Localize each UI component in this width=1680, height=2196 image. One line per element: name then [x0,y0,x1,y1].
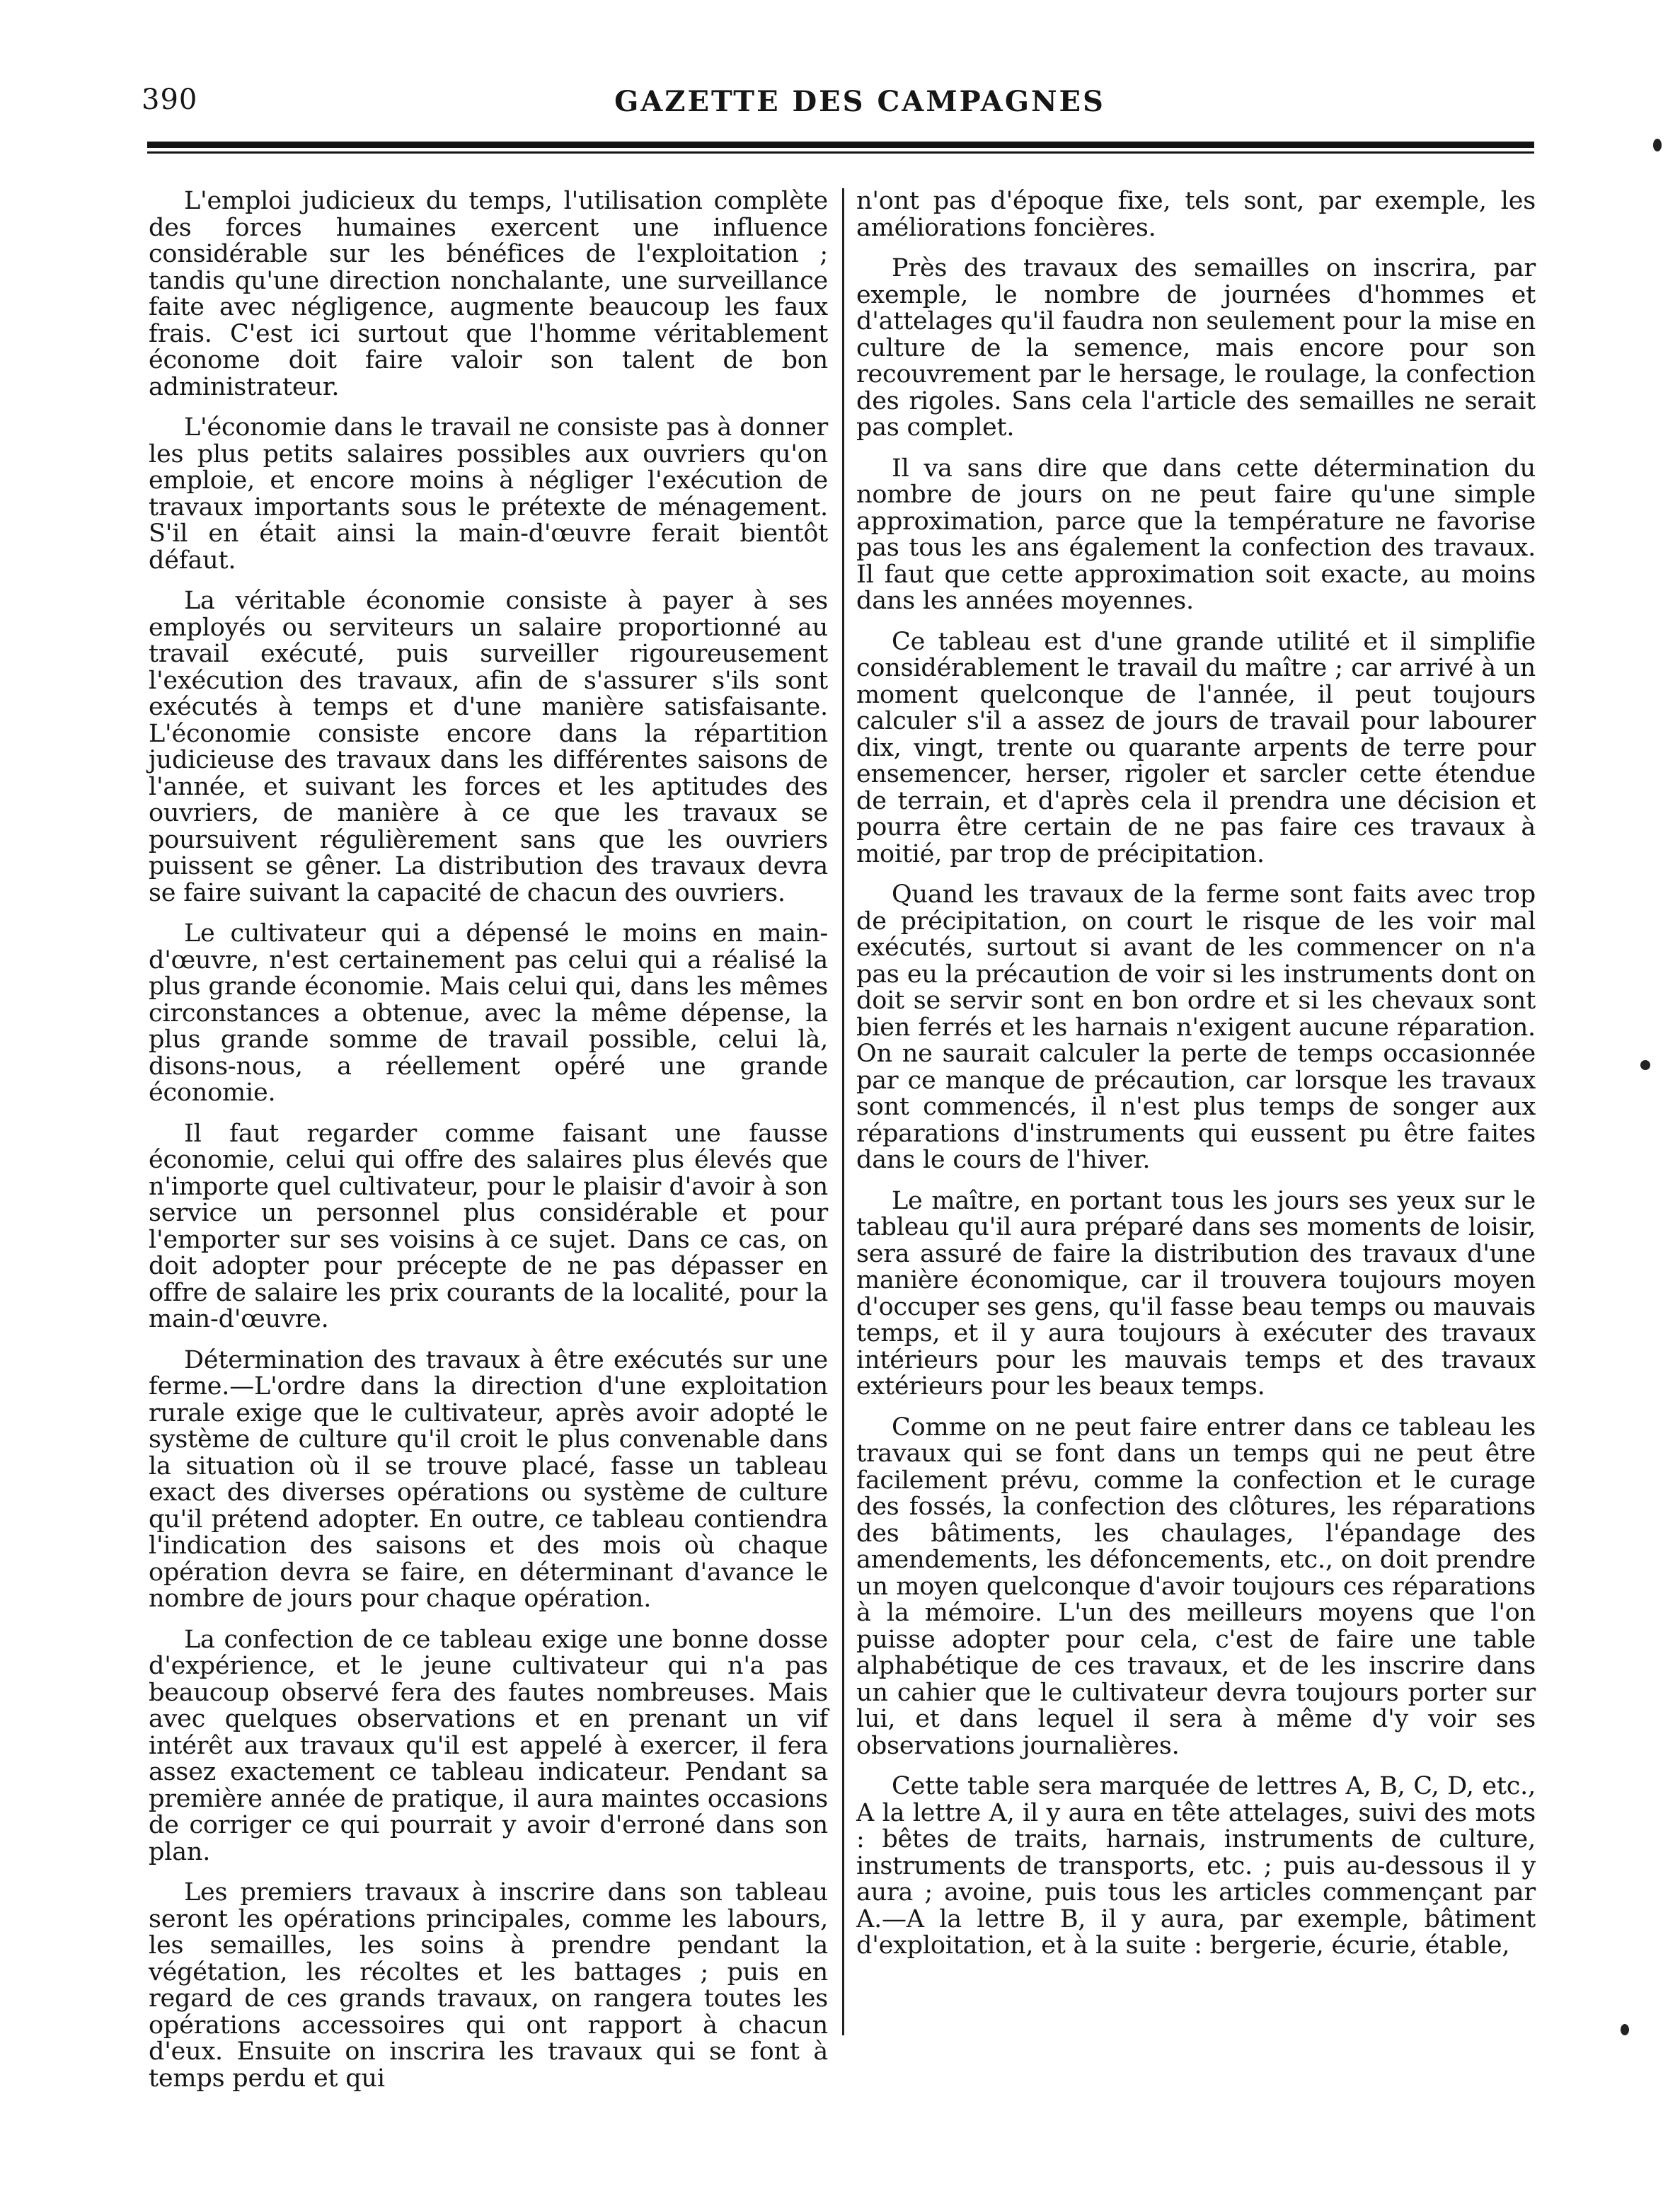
left-paragraph: La véritable économie consiste à payer à ses employés ou serviteurs un salaire proportionné au travail exécuté, puis surveiller rigoureusement l'exécution des travaux, afin de s'assurer s'ils sont exécutés à temps et d'une manière satisfaisante. L'économie consiste encore dans la répartition judicieuse des travaux dans les différentes saisons de l'année, et suivant les forces et les aptitudes des ouvriers, de manière à ce que les travaux se poursuivent régulièrement sans que les ouvriers puissent se gêner. La distribution des travaux devra se faire suivant la capacité de chacun des ouvriers. [149,587,828,907]
left-paragraph: Le cultivateur qui a dépensé le moins en main-d'œuvre, n'est certainement pas celui qui a réalisé la plus grande économie. Mais celui qui, dans les mêmes circonstances a obtenue, avec la même dépense, la plus grande somme de travail possible, celui là, disons-nous, a réellement opéré une grande économie. [149,919,828,1107]
left-column [149,188,828,2106]
header-rule-thick [147,142,1534,148]
page-header [142,84,1536,133]
left-paragraph: L'emploi judicieux du temps, l'utilisation complète des forces humaines exercent une influence considérable sur les bénéfices de l'exploitation ; tandis qu'une direction nonchalante, une surveillance faite avec négligence, augmente beaucoup les faux frais. C'est ici surtout que l'homme véritablement économe doit faire valoir son talent de bon administrateur. [149,187,828,401]
left-paragraph: La confection de ce tableau exige une bonne dosse d'expérience, et le jeune cultivateur qui n'a pas beaucoup observé fera des fautes nombreuses. Mais avec quelques observations et en prenant un vif intérêt aux travaux qu'il est appelé à exercer, il fera assez exactement ce tableau indicateur. Pendant sa première année de pratique, il aura maintes occasions de corriger ce qui pourrait y avoir d'erroné dans son plan. [149,1625,828,1866]
left-paragraph: Il faut regarder comme faisant une fausse économie, celui qui offre des salaires plus élevés que n'importe quel cultivateur, pour le plaisir d'avoir à son service un personnel plus considérable et pour l'emporter sur ses voisins à ce sujet. Dans ce cas, on doit adopter pour précepte de ne pas dépasser en offre de salaire les prix courants de la localité, pour la main-d'œuvre. [149,1119,828,1333]
right-paragraph: Près des travaux des semailles on inscrira, par exemple, le nombre de journées d'hommes et d'attelages qu'il faudra non seulement pour la mise en culture de la semence, mais encore pour son recouvrement par le hersage, le roulage, la confection des rigoles. Sans cela l'article des semailles ne serait pas complet. [856,254,1536,442]
right-paragraph: Il va sans dire que dans cette détermination du nombre de jours on ne peut faire qu'une simple approximation, parce que la température ne favorise pas tous les ans également la confection des travaux. Il faut que cette approximation soit exacte, au moins dans les années moyennes. [856,454,1536,615]
column-divider [842,188,844,2035]
ink-speck [1640,1060,1650,1070]
running-title: GAZETTE DES CAMPAGNES [614,85,1105,118]
header-rule-thin [147,151,1534,154]
right-paragraph: Cette table sera marquée de lettres A, B, C, D, etc., A la lettre A, il y aura en tête attelages, suivi des mots : bêtes de traits, harnais, instruments de culture, instruments de transports, etc. ; puis au-dessous il y aura ; avoine, puis tous les articles commençant par A.—A la lettre B, il y aura, par exemple, bâtiment d'exploitation, et à la suite : bergerie, écurie, étable, [856,1772,1536,1960]
right-column [856,188,1536,1974]
right-paragraph: Comme on ne peut faire entrer dans ce tableau les travaux qui se font dans un temps qui ne peut être facilement prévu, comme la confection et le curage des fossés, la confection des clôtures, les réparations des bâtiments, les chaulages, l'épandage des amendements, les défoncements, etc., on doit prendre un moyen quelconque d'avoir toujours ces réparations à la mémoire. L'un des meilleurs moyens que l'on puisse adopter pour cela, c'est de faire une table alphabétique de ces travaux, et de les inscrire dans un cahier que le cultivateur devra toujours porter sur lui, et dans lequel il sera à même d'y voir ses observations journalières. [856,1413,1536,1760]
left-paragraph: L'économie dans le travail ne consiste pas à donner les plus petits salaires possibles aux ouvriers qu'on emploie, et encore moins à négliger l'exécution de travaux importants sous le prétexte de ménagement. S'il en était ainsi la main-d'œuvre ferait bientôt défaut. [149,413,828,575]
right-paragraph: n'ont pas d'époque fixe, tels sont, par exemple, les améliorations foncières. [856,187,1536,242]
left-paragraph: Détermination des travaux à être exécutés sur une ferme.—L'ordre dans la direction d'une exploitation rurale exige que le cultivateur, après avoir adopté le système de culture qu'il croit le plus convenable dans la situation où il se trouve placé, fasse un tableau exact des diverses opérations ou système de culture qu'il prétend adopter. En outre, ce tableau contiendra l'indication des saisons et des mois où chaque opération devra se faire, en déterminant d'avance le nombre de jours pour chaque opération. [149,1345,828,1613]
left-paragraph: Les premiers travaux à inscrire dans son tableau seront les opérations principales, comme les labours, les semailles, les soins à prendre pendant la végétation, les récoltes et les battages ; puis en regard de ces grands travaux, on rangera toutes les opérations accessoires qui ont rapport à chacun d'eux. Ensuite on inscrira les travaux qui se font à temps perdu et qui [149,1878,828,2093]
right-paragraph: Ce tableau est d'une grande utilité et il simplifie considérablement le travail du maître ; car arrivé à un moment quelconque de l'année, il peut toujours calculer s'il a assez de jours de travail pour labourer dix, vingt, trente ou quarante arpents de terre pour ensemencer, herser, rigoler et sarcler cette étendue de terrain, et d'après cela il prendra une décision et pourra être certain de ne pas faire ces travaux à moitié, par trop de précipitation. [856,627,1536,868]
page-number: 390 [142,84,198,116]
ink-speck [1653,139,1662,151]
right-paragraph: Quand les travaux de la ferme sont faits avec trop de précipitation, on court le risque de les voir mal exécutés, surtout si avant de les commencer on n'a pas eu la précaution de voir si les instruments dont on doit se servir sont en bon ordre et si les chevaux sont bien ferrés et les harnais n'exigent aucune réparation. On ne saurait calculer la perte de temps occasionnée par ce manque de précaution, car lorsque les travaux sont commencés, il n'est plus temps de songer aux réparations d'instruments qui eussent pu être faites dans le cours de l'hiver. [856,880,1536,1174]
ink-speck [1621,2024,1629,2035]
right-paragraph: Le maître, en portant tous les jours ses yeux sur le tableau qu'il aura préparé dans ses moments de loisir, sera assuré de faire la distribution des travaux d'une manière économique, car il trouvera toujours moyen d'occuper ses gens, qu'il fasse beau temps ou mauvais temps, et il y aura toujours à exécuter des travaux intérieurs pour les mauvais temps et des travaux extérieurs pour les beaux temps. [856,1186,1536,1401]
